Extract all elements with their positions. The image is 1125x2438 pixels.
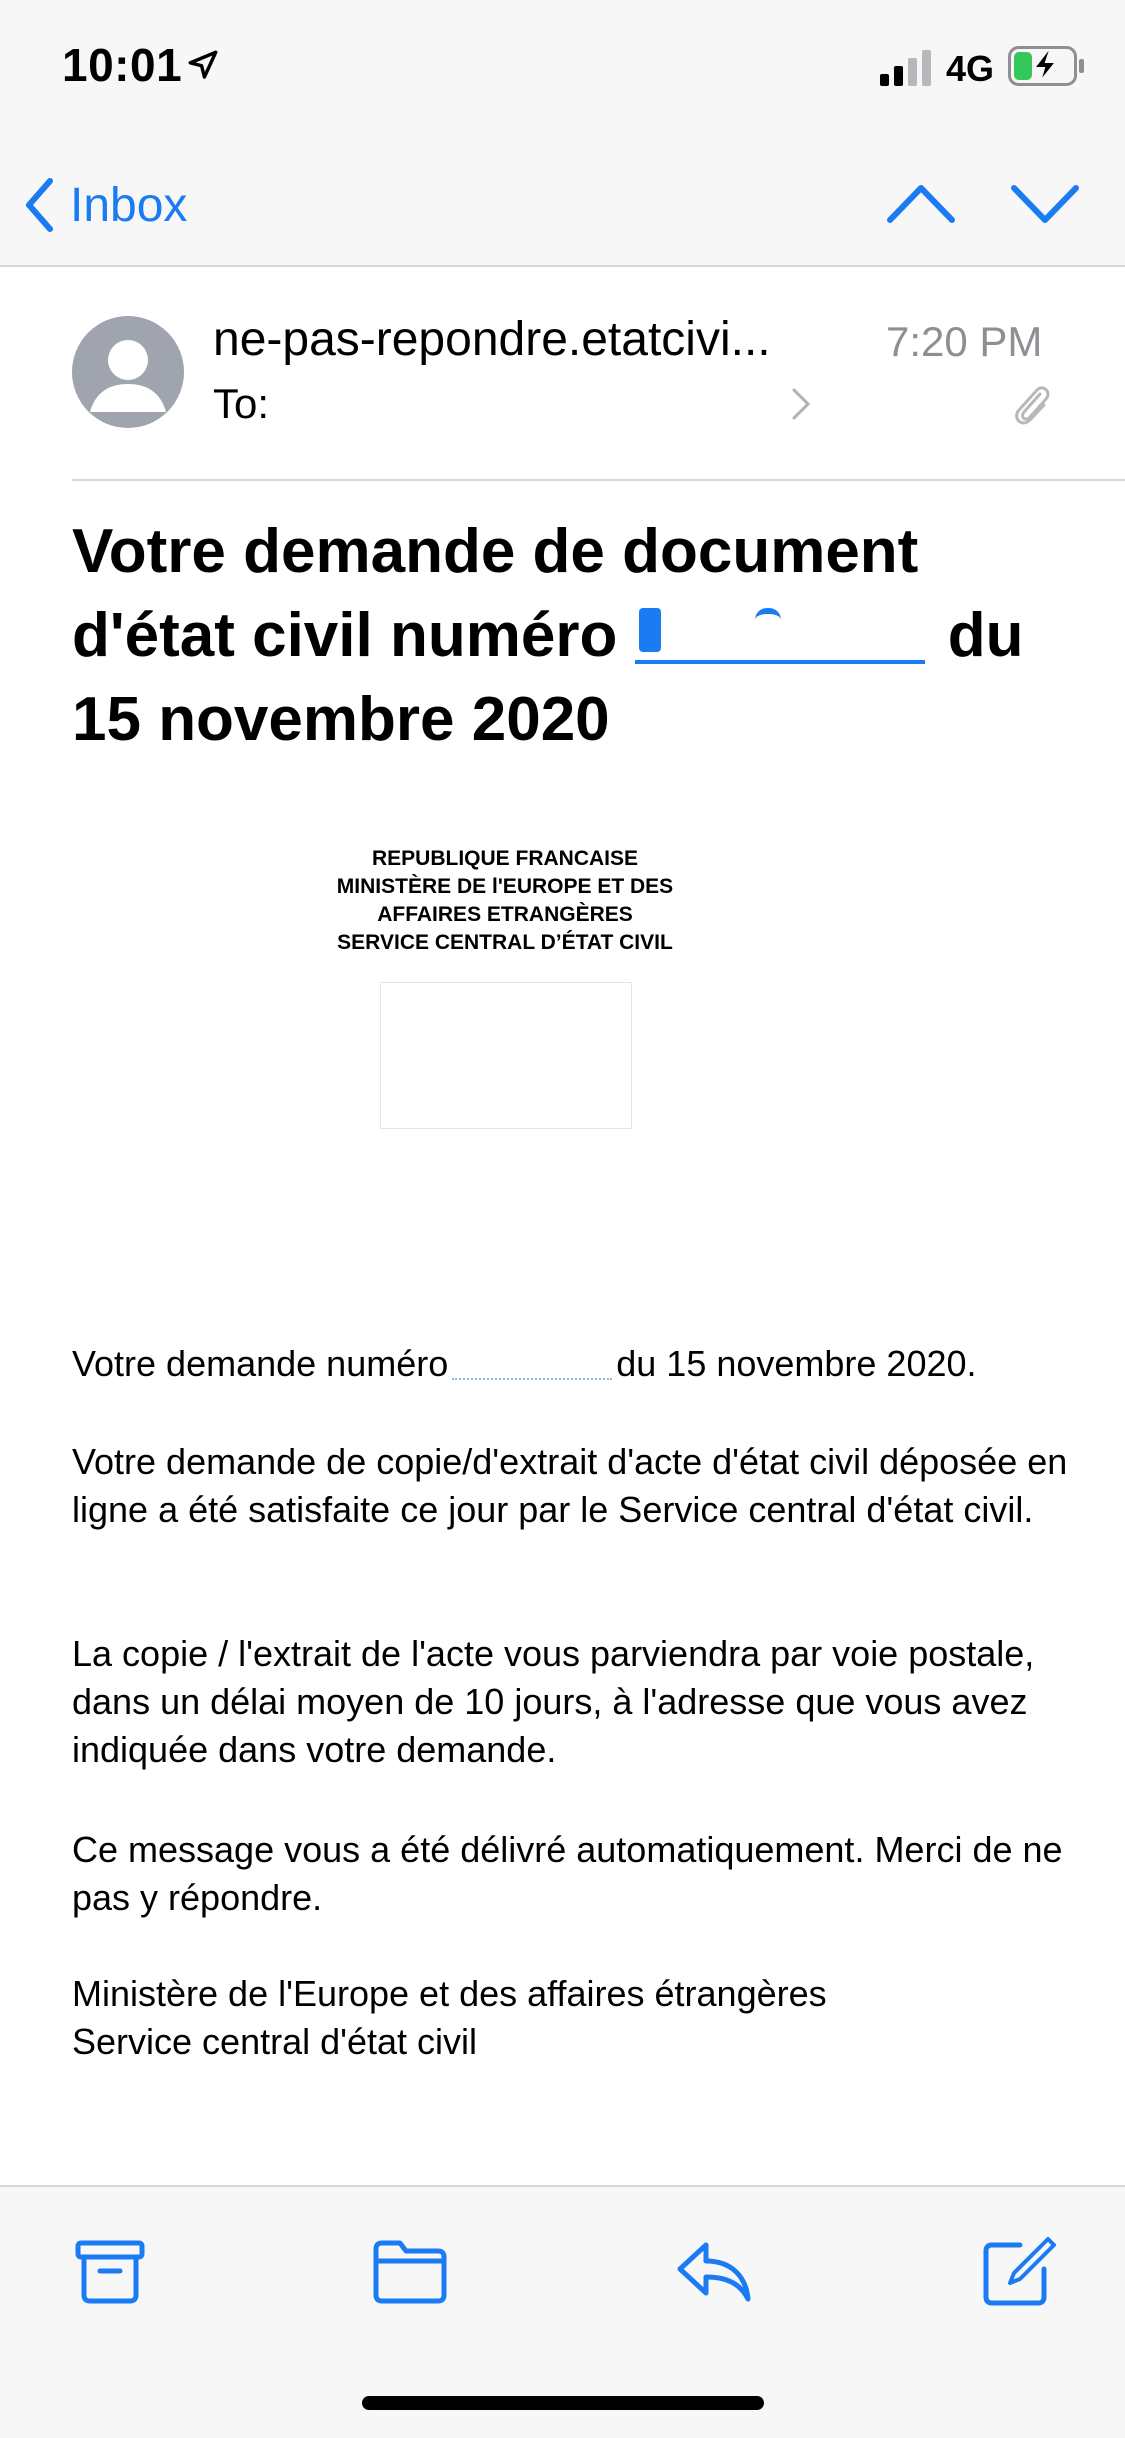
message-header (0, 266, 1125, 480)
letterhead-line: SERVICE CENTRAL D’ÉTAT CIVIL (337, 931, 673, 954)
signature-line: Service central d'état civil (72, 2021, 478, 2062)
reply-icon[interactable] (676, 2237, 752, 2307)
previous-message-button[interactable] (886, 178, 956, 228)
location-arrow-icon (186, 48, 220, 82)
body-paragraph-request (72, 1340, 1072, 1388)
subject-text-part2: du 15 novembre 2020 (72, 601, 1024, 754)
signature-line: Ministère de l'Europe et des affaires étrangères (72, 1973, 827, 2014)
next-message-button[interactable] (1010, 178, 1080, 228)
request-number-link[interactable] (635, 600, 925, 664)
paperclip-icon (1010, 382, 1052, 428)
request-number-redacted (452, 1348, 612, 1380)
chevron-left-icon (24, 177, 54, 233)
logo-image-placeholder (380, 982, 632, 1129)
letterhead-line: REPUBLIQUE FRANCAISE (371, 847, 639, 870)
cellular-signal-icon (880, 50, 932, 86)
status-time: 10:01 (62, 39, 183, 91)
sender-name[interactable]: ne-pas-repondre.etatcivi... (213, 313, 771, 366)
subject-text-part1: Votre demande de document d'état civil numéro (72, 517, 919, 670)
header-divider (72, 479, 1125, 481)
body-line1-start: Votre demande numéro (72, 1343, 449, 1384)
battery-charging-icon (1008, 46, 1086, 86)
inbox-back-label: Inbox (70, 178, 188, 232)
body-paragraph: Votre demande de copie/d'extrait d'acte d'état civil déposée en ligne a été satisfaite ce jour par le Service central d'état civil. (72, 1441, 1068, 1530)
navigation-bar (0, 140, 1125, 267)
body-line1-end: du 15 novembre 2020. (616, 1343, 977, 1384)
person-icon (72, 316, 184, 428)
home-indicator[interactable] (362, 2396, 764, 2410)
message-time: 7:20 PM (886, 318, 1043, 365)
avatar[interactable] (72, 316, 184, 428)
compose-icon[interactable] (980, 2237, 1056, 2307)
chevron-right-icon[interactable] (790, 386, 812, 422)
to-label: To: (213, 380, 270, 427)
letterhead (280, 845, 730, 957)
body-paragraph: La copie / l'extrait de l'acte vous parviendra par voie postale, dans un délai moyen de 10 jours, à l'adresse que vous avez indiquée dans votre demande. (72, 1633, 1035, 1770)
message-subject (72, 510, 1072, 762)
archive-icon[interactable] (72, 2237, 148, 2307)
status-bar (0, 0, 1125, 140)
signature (72, 1970, 1072, 2066)
inbox-back-button[interactable] (24, 170, 187, 240)
network-type: 4G (946, 48, 995, 89)
letterhead-line: MINISTÈRE DE l'EUROPE ET DES (336, 875, 674, 898)
folder-icon[interactable] (372, 2237, 448, 2307)
letterhead-line: AFFAIRES ETRANGÈRES (377, 903, 633, 926)
body-paragraph: Ce message vous a été délivré automatiquement. Merci de ne pas y répondre. (72, 1829, 1063, 1918)
